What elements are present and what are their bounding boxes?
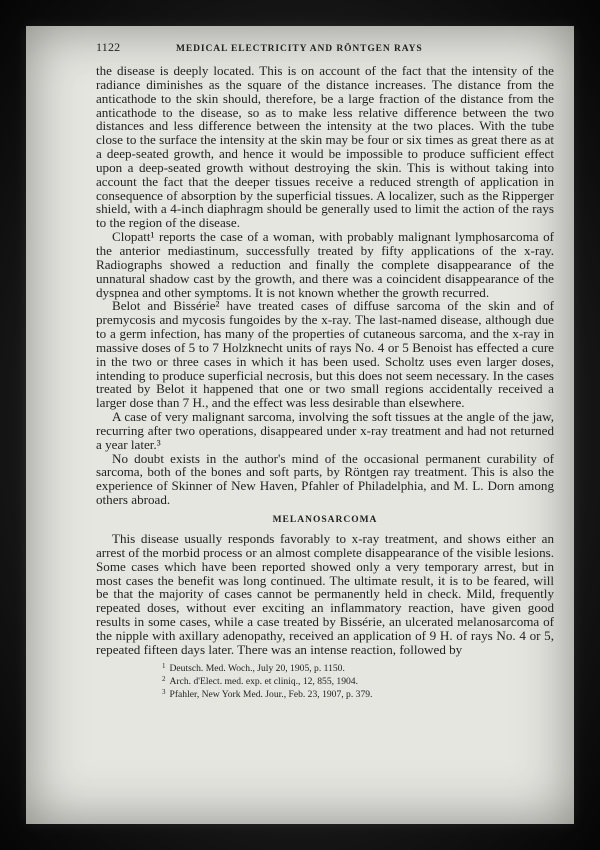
footnote-mark: 1 (162, 661, 166, 670)
footnote-mark: 3 (162, 688, 166, 697)
paragraph: A case of very malignant sarcoma, involving the soft tissues at the angle of the jaw, recurring after two operations, disappeared under x-ray treatment and had not returned a year later.³ (96, 409, 554, 452)
section-paragraph: This disease usually responds favorably to x-ray treatment, and shows either an arrest of the morbid process or an almost complete disappearance of the visible lesions. Some cases which have been reported showed only a very temporary arrest, but in most cases the benefit was long continued. The ultimate result, it is to be feared, will be that the majority of cases cannot be permanently held in check. Mild, frequently repeated doses, without ever exciting an inflammatory reaction, have given good results in some cases, while a case treated by Bissérie, an ulcerated melanosarcoma of the nipple with axillary adenopathy, received an application of 9 H. of rays No. 4 or 5, repeated fifteen days later. There was an intense reaction, followed by (96, 531, 554, 657)
footnotes (96, 661, 554, 701)
footnote-text: Pfahler, New York Med. Jour., Feb. 23, 1907, p. 379. (169, 689, 373, 701)
footnote-mark: 2 (162, 675, 166, 683)
book-page (26, 26, 574, 824)
footnote (162, 687, 554, 700)
page-content (96, 40, 554, 701)
paragraph: No doubt exists in the author's mind of the occasional permanent curability of sarcoma, both of the bones and soft parts, by Röntgen ray treatment. This is also the experience of Skinner of New Haven, Pfahler of Philadelphia, and M. L. Dorn among others abroad. (96, 450, 554, 508)
footnote (162, 661, 554, 674)
footnote-text: Deutsch. Med. Woch., July 20, 1905, p. 1150. (169, 662, 345, 674)
footnote (162, 674, 554, 687)
page-header (96, 40, 554, 58)
paragraph: the disease is deeply located. This is on account of the fact that the intensity of the radiance diminishes as the square of the distance increases. The distance from the anticathode to the skin should, therefore, be a large fraction of the distance from the anticathode to the disease, so as to make less relative difference between the two distances and less difference between the intensity at the two places. With the tube close to the surface the intensity at the skin may be four or six times as great there as at a deep-seated growth, and hence it would be impossible to produce sufficient effect upon a deep-seated growth without destroying the skin. This is without taking into account the fact that the deeper tissues receive a reduced strength of application in consequence of absorption by the superficial tissues. A localizer, such as the Ripperger shield, with a 4-inch diaphragm should be generally used to limit the action of the rays to the region of the disease. (96, 63, 554, 231)
section-heading: MELANOSARCOMA (272, 515, 378, 525)
page-number: 1122 (96, 40, 121, 54)
running-head: MEDICAL ELECTRICITY AND RÖNTGEN RAYS (176, 44, 423, 54)
paragraph: Clopatt¹ reports the case of a woman, with probably malignant lymphosarcoma of the anterior mediastinum, successfully treated by fifty applications of the x-ray. Radiographs showed a reduction and finally the complete disappearance of the unnatural shadow cast by the growth, and there was a coincident disappearance of the dyspnea and other symptoms. It is not known whether the growth recurred. (96, 229, 554, 300)
footnote-text: Arch. d'Elect. med. exp. et cliniq., 12, 855, 1904. (169, 676, 358, 687)
paragraph: Belot and Bissérie² have treated cases of diffuse sarcoma of the skin and of premycosis and mycosis fungoides by the x-ray. The last-named disease, although due to a germ infection, has many of the properties of cutaneous sarcoma, and the x-ray in massive doses of 5 to 7 Holzknecht units of rays No. 4 or 5 Benoist has effected a cure in the two or three cases in which it has been used. Scholtz uses even larger doses, intending to produce superficial necrosis, but this does not seem necessary. In the cases treated by Belot it happened that one or two small regions accidentally received a larger dose than 7 H., and the effect was less desirable than elsewhere. (96, 298, 554, 411)
